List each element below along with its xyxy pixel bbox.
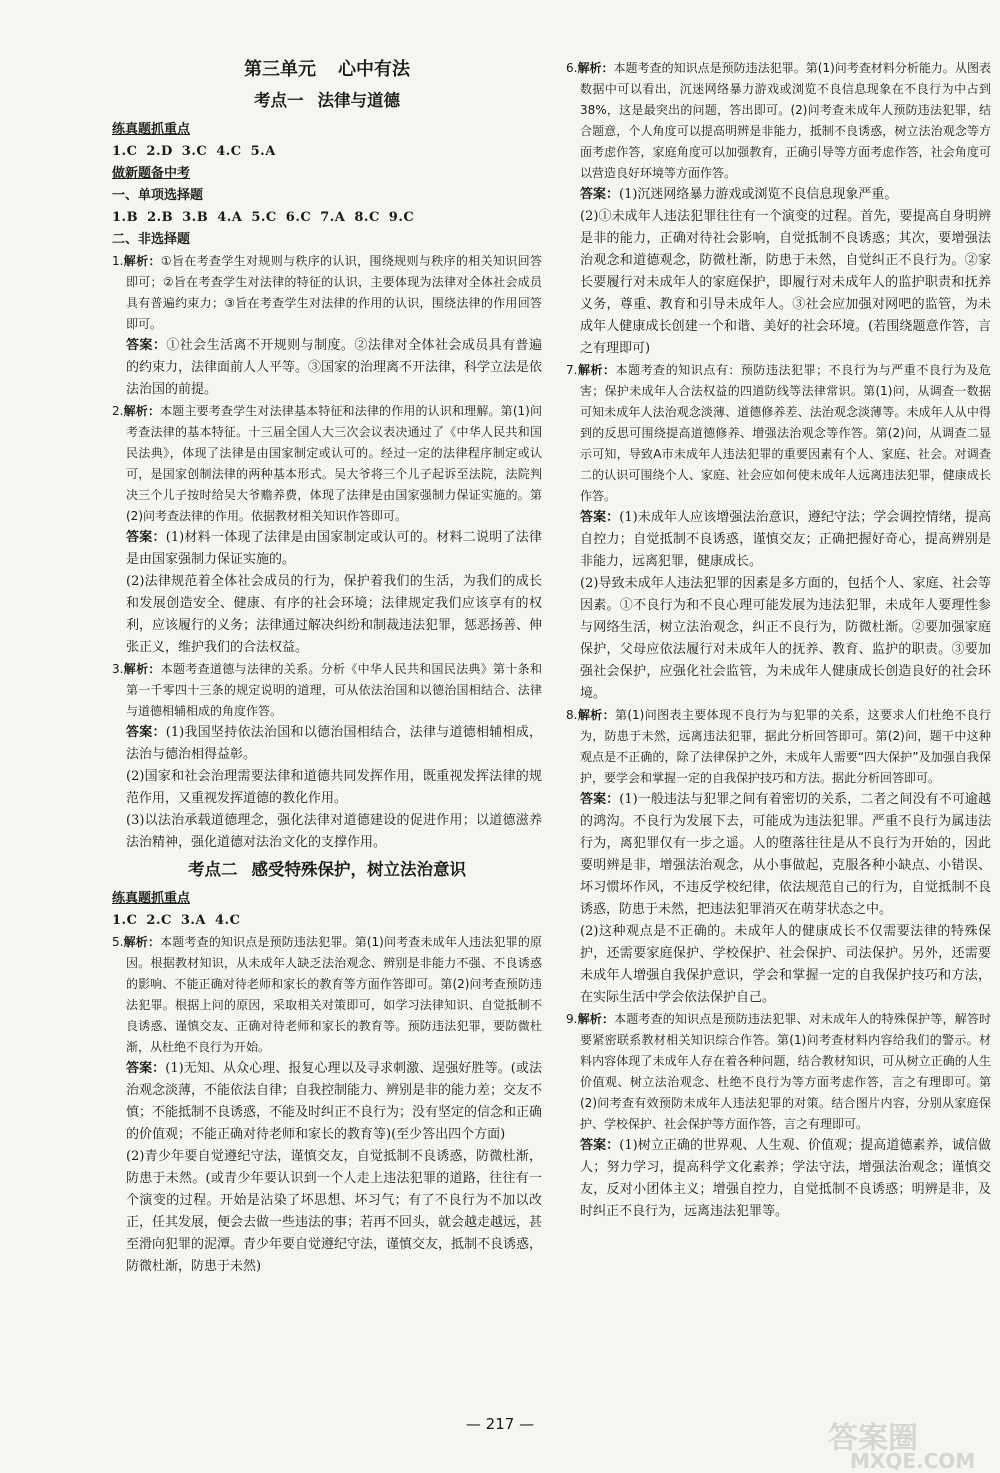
answer-item: 8.C [354,210,380,225]
answer-item: 9.C [388,210,415,225]
q5-answer-text-1: (1)无知、从众心理、报复心理以及寻求刺激、逞强好胜等。(或法治观念淡薄，不能依法自律；自我控制能力、辨别是非的能力差；交友不慎；不能抵制不良诱惑，不能及时纠正不良行为；没有坚定的信念和正确的价值观；不能正确对待老师和家长的教育等)(至少答出四个方面) [126,1061,543,1142]
answer-item: 1.B [112,210,139,225]
answer-item: 1.C [112,913,138,928]
unit-title [112,55,542,85]
q5-number: 5. [112,935,124,949]
q8-answer-1 [566,789,991,921]
q3-answer-2: (2)国家和社会治理需要法律和道德共同发挥作用，既重视发挥法律的规范作用，又重视发挥道德的教化作用。 [126,769,542,806]
q8-answer-text-1: (1)一般违法与犯罪之间有着密切的关系，二者之间没有不可逾越的鸿沟。不良行为发展下去，可能成为违法犯罪。严重不良行为属违法行为，离犯罪仅有一步之遥。人的堕落往往是从不良行为开始的，因此要明辨是非，增强法治观念，从小事做起，克服各种小缺点、小错误、坏习惯坏作风，不违反学校纪律，依法规范自己的行为，自觉抵制不良诱惑，防患于未然，把违法犯罪消灭在萌芽状态之中。 [580,792,991,917]
q1-answer [112,335,542,401]
jiexi-label: 解析： [577,708,615,722]
answer-item: 4.A [217,210,243,225]
q7-answer-text-1: (1)未成年人应该增强法治意识，遵纪守法；学会调控情绪，提高自控力；自觉抵制不良诱惑，谨慎交友；正确把握好奇心，提高辨别是非能力，远离犯罪，健康成长。 [580,510,991,569]
jiexi-label: 解析： [123,404,161,418]
q7-analysis [566,360,991,507]
non-choice-heading: 二、非选择题 [112,232,191,247]
q7-answer-2: (2)导致未成年人违法犯罪的因素是多方面的，包括个人、家庭、社会等因素。①不良行为和不良心理可能发展为违法犯罪，未成年人要理性参与网络生活，树立法治观念，纠正不良行为，防微杜渐。②要加强家庭保护，父母应依法履行对未成年人的抚养、教育、监护的职责。③要加强社会保护，应强化社会监管，为未成年人健康成长创造良好的社会环境。 [580,576,991,701]
q9-analysis-text: 本题考查的知识点是预防违法犯罪、对未成年人的特殊保护等，解答时要紧密联系教材相关知识综合作答。第(1)问考查材料内容给我们的警示。材料内容体现了未成年人存在着各种问题，结合教材知识，可从树立正确的人生价值观、树立法治观念、杜绝不良行为等方面考虑作答，言之有理即可。第(2)问考查有效预防未成年人违法犯罪的对策。结合图片内容，分别从家庭保护、学校保护、社会保护等方面作答，言之有理即可。 [580,1012,991,1131]
q2-answer-1 [112,527,542,571]
q6-answer-text-1: (1)沉迷网络暴力游戏或浏览不良信息现象严重。 [619,187,898,202]
q3-analysis-text: 本题考查道德与法律的关系。分析《中华人民共和国民法典》第十条和第一千零四十三条的规定说明的道理，可从依法治国和以德治国相结合、法律与道德相辅相成的角度作答。 [126,662,542,718]
q9-answer-text-1: (1)树立正确的世界观、人生观、价值观；提高道德素养，诚信做人；努力学习，提高科学文化素养；学法守法，增强法治观念；谨慎交友，反对小团体主义；增强自控力，自觉抵制不良诱惑；明辨是非，及时纠正不良行为，远离违法犯罪等。 [580,1138,991,1219]
answer-item: 5.A [250,144,276,159]
jiexi-label: 解析： [123,662,161,676]
q2-analysis [112,401,542,527]
q6-answer-2: (2)①未成年人违法犯罪往往有一个演变的过程。首先，要提高自身明辨是非的能力，正确对待社会影响，自觉抵制不良诱惑；其次，要增强法治观念和道德观念，防微杜渐，防患于未然，自觉纠正不良行为。②家长要履行对未成年人的家庭保护，即履行对未成年人的监护职责和抚养义务，尊重、教育和引导未成年人。③社会应加强对网吧的监管，为未成年人健康成长创建一个和谐、美好的社会环境。(若围绕题意作答，言之有理即可) [580,209,991,356]
answer-item: 3.C [181,144,208,159]
single-choice-heading: 一、单项选择题 [112,188,204,203]
q2-number: 2. [112,404,124,418]
q8-analysis-text: 第(1)问图表主要体现不良行为与犯罪的关系，这要求人们杜绝不良行为，防患于未然，远离违法犯罪，据此分析回答即可。第(2)问，题干中这种观点是不正确的，除了法律保护之外，未成年人需要“四大保护”及加强自我保护，要学会和掌握一定的自我保护技巧和方法。据此分析回答即可。 [580,708,991,785]
unit-name: 心中有法 [338,59,410,80]
question-5 [112,932,542,1278]
answer-item: 1.C [112,144,138,159]
watermark-logo [820,1420,995,1470]
q5-answer-1 [112,1058,542,1146]
daan-label: 答案： [580,792,620,807]
q3-analysis [112,659,542,722]
daan-label: 答案： [580,510,620,525]
kp1-title [112,87,542,115]
q7-answer-1 [566,507,991,573]
q3-number: 3. [112,662,124,676]
kp2-title [112,856,542,884]
q5-answer-2: (2)青少年要自觉遵纪守法，谨慎交友，自觉抵制不良诱惑，防微杜渐，防患于未然。(或青少年要认识到一个人走上违法犯罪的道路，往往有一个演变的过程。开始是沾染了坏思想、坏习气；有了不良行为不加以改正，任其发展，便会去做一些违法的事；若再不回头，就会越走越远，甚至滑向犯罪的泥潭。青少年要自觉遵纪守法，谨慎交友，抵制不良诱惑，防微杜渐，防患于未然) [126,1149,543,1274]
question-7 [566,360,991,705]
jiexi-label: 解析： [123,935,161,949]
kp2-lianzhen-answers [112,910,542,932]
q9-number: 9. [566,1012,578,1026]
answer-item: 7.A [320,210,346,225]
answer-item: 4.C [215,913,241,928]
kp1-label: 考点一 [254,91,304,110]
q6-number: 6. [566,61,578,75]
q8-answer-2: (2)这种观点是不正确的。未成年人的健康成长不仅需要法律的特殊保护，还需要家庭保护、学校保护、社会保护、司法保护。另外，还需要未成年人增强自我保护意识，学会和掌握一定的自我保护技巧和方法，在实际生活中学会依法保护自己。 [580,924,991,1005]
answer-item: 5.C [251,210,277,225]
q8-analysis [566,705,991,789]
answer-item: 4.C [216,144,242,159]
q2-answer-2: (2)法律规范着全体社会成员的行为，保护着我们的生活，为我们的成长和发展创造安全、健康、有序的社会环境；法律规定我们应该享有的权利，应该履行的义务；法律通过解决纠纷和制裁违法犯罪，惩恶扬善、伸张正义，维护我们的合法权益。 [126,574,543,655]
kp2-label: 考点二 [188,860,238,879]
q6-analysis [566,58,991,184]
question-2 [112,401,542,659]
answer-item: 3.A [180,913,207,928]
question-6 [566,58,991,360]
q5-analysis [112,932,542,1058]
right-column [566,58,991,1223]
q8-number: 8. [566,708,578,722]
kp2-name: 感受特殊保护，树立法治意识 [251,860,466,879]
q2-answer-text-1: (1)材料一体现了法律是由国家制定或认可的。材料二说明了法律是由国家强制力保证实施的。 [126,530,542,567]
answer-item: 2.D [146,144,173,159]
jiexi-label: 解析： [577,61,614,75]
question-3 [112,659,542,854]
kp2-lianzhen-heading: 练真题抓重点 [112,891,191,906]
kp1-lianzhen-heading: 练真题抓重点 [112,122,191,137]
question-9 [566,1009,991,1223]
daan-label: 答案： [580,1138,620,1153]
q9-answer-1 [566,1135,991,1223]
q7-analysis-text: 本题考查的知识点有：预防违法犯罪；不良行为与严重不良行为及危害；保护未成年人合法权益的四道防线等法律常识。第(1)问，从调查一数据可知未成年人法治观念淡薄、道德修养差、法治观念淡薄等。未成年人从中得到的反思可围绕提高道德修养、增强法治观念等作答。第(2)问，从调查二显示可知，导致A市未成年人违法犯罪的重要因素有个人、家庭、社会。对调查二的认识可围绕个人、家庭、社会应如何使未成年人远离违法犯罪，健康成长作答。 [580,363,991,503]
q1-analysis [112,251,542,335]
zuoxin-heading: 做新题备中考 [112,166,191,181]
unit-label: 第三单元 [244,59,316,80]
daan-label: 答案： [580,187,620,202]
jiexi-label: 解析： [577,1012,615,1026]
kp1-single-answers [112,207,542,229]
q3-answer-3: (3)以法治承载道德理念，强化法律对道德建设的促进作用；以道德滋养法治精神，强化道德对法治文化的支撑作用。 [126,813,542,850]
daan-label: 答案： [126,338,167,353]
page-number: — 217 — [465,1415,535,1433]
kp1-name: 法律与道德 [317,91,400,110]
question-8 [566,705,991,1009]
q1-answer-text: ①社会生活离不开规则与制度。②法律对全体社会成员具有普遍的约束力，法律面前人人平等。③国家的治理离不开法律，科学立法是依法治国的前提。 [126,338,543,397]
jiexi-label: 解析： [577,363,616,377]
watermark-text: 答案圈 [828,1421,918,1456]
kp1-lianzhen-answers [112,141,542,163]
q6-answer-1 [566,184,991,206]
q6-analysis-text: 本题考查的知识点是预防违法犯罪。第(1)问考查材料分析能力。从图表数据中可以看出，沉迷网络暴力游戏或浏览不良信息现象在不良行为中占到38%，这是最突出的问题，答出即可。(2)问考查未成年人预防违法犯罪，结合题意，个人角度可以提高明辨是非能力，抵制不良诱惑，树立法治观念等方面考虑作答，家庭角度可以加强教育，正确引导等方面考虑作答，社会角度可以营造良好环境等方面作答。 [580,61,991,180]
q2-analysis-text: 本题主要考查学生对法律基本特征和法律的作用的认识和理解。第(1)问考查法律的基本特征。十三届全国人大三次会议表决通过了《中华人民共和国民法典》，体现了法律是由国家制定或认可的。经过一定的法律程序制定或认可，是国家创制法律的两种基本形式。吴大爷将三个儿子起诉至法院，法院判决三个儿子按时给吴大爷赡养费，体现了法律是由国家强制力保证实施的。第(2)问考查法律的作用。依据教材相关知识作答即可。 [126,404,542,523]
watermark-url: MXQE.COM [850,1449,976,1470]
answer-item: 6.C [285,210,312,225]
q7-number: 7. [566,363,578,377]
q3-answer-text-1: (1)我国坚持依法治国和以德治国相结合，法律与道德相辅相成，法治与德治相得益彰。 [126,725,542,762]
answer-item: 2.C [146,913,172,928]
left-column [112,55,542,1278]
answer-item: 3.B [182,210,209,225]
daan-label: 答案： [126,1061,166,1076]
q1-analysis-text: ①旨在考查学生对规则与秩序的认识，围绕规则与秩序的相关知识回答即可；②旨在考查学生对法律的特征的认识，主要体现为法律对全体社会成员具有普遍约束力；③旨在考查学生对法律的作用的认识，围绕法律的作用回答即可。 [126,254,542,331]
question-1 [112,251,542,401]
daan-label: 答案： [126,725,166,740]
q3-answer-1 [112,722,542,766]
daan-label: 答案： [126,530,166,545]
q9-analysis [566,1009,991,1135]
answer-item: 2.B [147,210,174,225]
jiexi-label: 解析： [123,254,161,268]
q1-number: 1. [112,254,124,268]
q5-analysis-text: 本题考查的知识点是预防违法犯罪。第(1)问考查未成年人违法犯罪的原因。根据教材知识，从未成年人缺乏法治观念、辨别是非能力不强、不良诱惑的影响、不能正确对待老师和家长的教育等方面作答即可。第(2)问考查预防违法犯罪。根据上问的原因，采取相关对策即可，如学习法律知识、自觉抵制不良诱惑、谨慎交友、正确对待老师和家长的教育等。预防违法犯罪，要防微杜渐，从杜绝不良行为开始。 [126,935,542,1054]
